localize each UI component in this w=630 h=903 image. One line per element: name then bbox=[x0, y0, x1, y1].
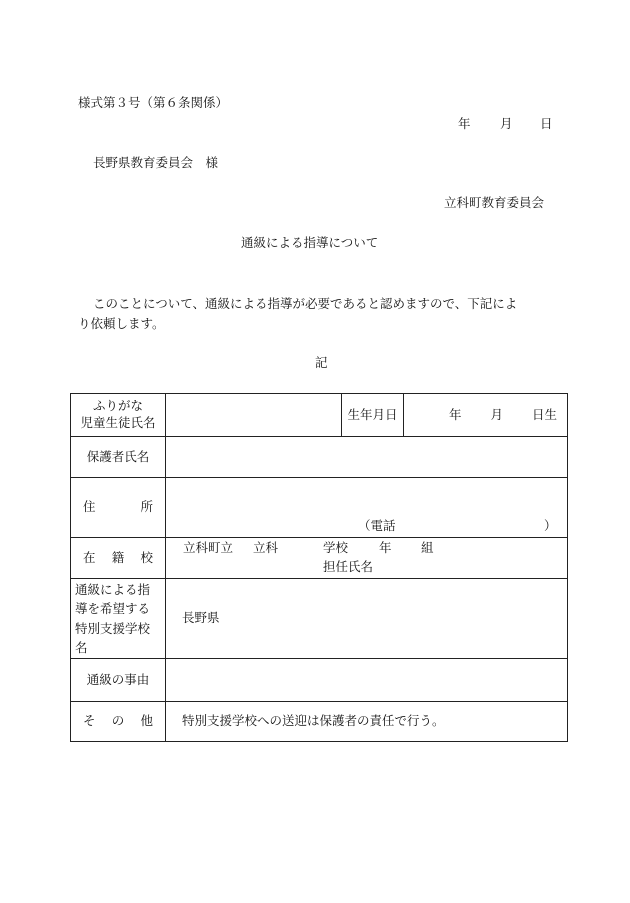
school-field[interactable] bbox=[166, 538, 568, 579]
teacher-label: 担任氏名 bbox=[323, 559, 374, 574]
address-label-1: 住 bbox=[83, 499, 96, 515]
ki-label: 記 bbox=[315, 355, 328, 370]
special-school-label-4: 名 bbox=[75, 639, 88, 655]
row-other bbox=[71, 702, 568, 742]
school-suffix: 学校 bbox=[323, 540, 349, 555]
row-address bbox=[71, 478, 568, 538]
addressee: 長野県教育委員会 様 bbox=[93, 155, 219, 170]
school-label-1: 在 bbox=[83, 549, 96, 565]
other-label-3: 他 bbox=[140, 713, 153, 729]
school-class-label: 組 bbox=[421, 540, 434, 555]
birth-year-label: 年 bbox=[449, 406, 462, 422]
sender: 立科町教育委員会 bbox=[444, 195, 545, 210]
birth-day-label: 日生 bbox=[531, 406, 557, 422]
body-text-line-2: り依頼します。 bbox=[78, 316, 165, 331]
special-school-label-1: 通級による指 bbox=[75, 581, 151, 597]
row-guardian bbox=[71, 437, 568, 478]
school-prefix: 立科町立 bbox=[183, 540, 234, 555]
address-label-cell bbox=[71, 478, 166, 538]
special-school-value: 長野県 bbox=[182, 610, 220, 626]
form-number: 様式第３号（第６条関係） bbox=[78, 95, 229, 110]
other-field[interactable] bbox=[166, 702, 568, 742]
phone-open-label: （電話 bbox=[358, 518, 396, 533]
school-year-label: 年 bbox=[379, 540, 392, 555]
special-school-label-2: 導を希望する bbox=[75, 601, 151, 617]
reason-field[interactable] bbox=[166, 659, 568, 702]
row-school bbox=[71, 538, 568, 579]
guardian-label: 保護者氏名 bbox=[71, 437, 166, 478]
other-label-1: そ bbox=[83, 713, 96, 729]
phone-close-label: ） bbox=[544, 518, 557, 533]
application-table bbox=[70, 393, 568, 742]
special-school-label-3: 特別支援学校 bbox=[75, 620, 151, 636]
special-school-field[interactable] bbox=[166, 579, 568, 659]
other-value: 特別支援学校への送迎は保護者の責任で行う。 bbox=[182, 713, 445, 729]
student-name-label-cell bbox=[71, 394, 166, 437]
other-label-2: の bbox=[111, 713, 125, 729]
date-month-label: 月 bbox=[500, 116, 513, 131]
row-reason bbox=[71, 659, 568, 702]
other-label-cell bbox=[71, 702, 166, 742]
birthdate-field[interactable] bbox=[404, 394, 568, 437]
address-field[interactable] bbox=[166, 478, 568, 538]
school-label-cell bbox=[71, 538, 166, 579]
address-label-2: 所 bbox=[140, 499, 153, 515]
birth-month-label: 月 bbox=[490, 406, 503, 422]
guardian-field[interactable] bbox=[166, 437, 568, 478]
student-name-field[interactable] bbox=[166, 394, 342, 437]
row-special-school bbox=[71, 579, 568, 659]
birthdate-label: 生年月日 bbox=[342, 394, 404, 437]
body-text-line-1: このことについて、通級による指導が必要であると認めますので、下記によ bbox=[93, 296, 518, 311]
row-student-name bbox=[71, 394, 568, 437]
furigana-label: ふりがな bbox=[92, 398, 143, 414]
date-day-label: 日 bbox=[540, 116, 553, 131]
date-year-label: 年 bbox=[458, 116, 471, 131]
document-title: 通級による指導について bbox=[241, 235, 379, 250]
school-label-2: 籍 bbox=[111, 549, 125, 565]
school-name: 立科 bbox=[253, 540, 279, 555]
reason-label: 通級の事由 bbox=[71, 659, 166, 702]
school-label-3: 校 bbox=[140, 549, 153, 565]
student-name-label: 児童生徒氏名 bbox=[80, 415, 156, 430]
special-school-label-cell bbox=[71, 579, 166, 659]
